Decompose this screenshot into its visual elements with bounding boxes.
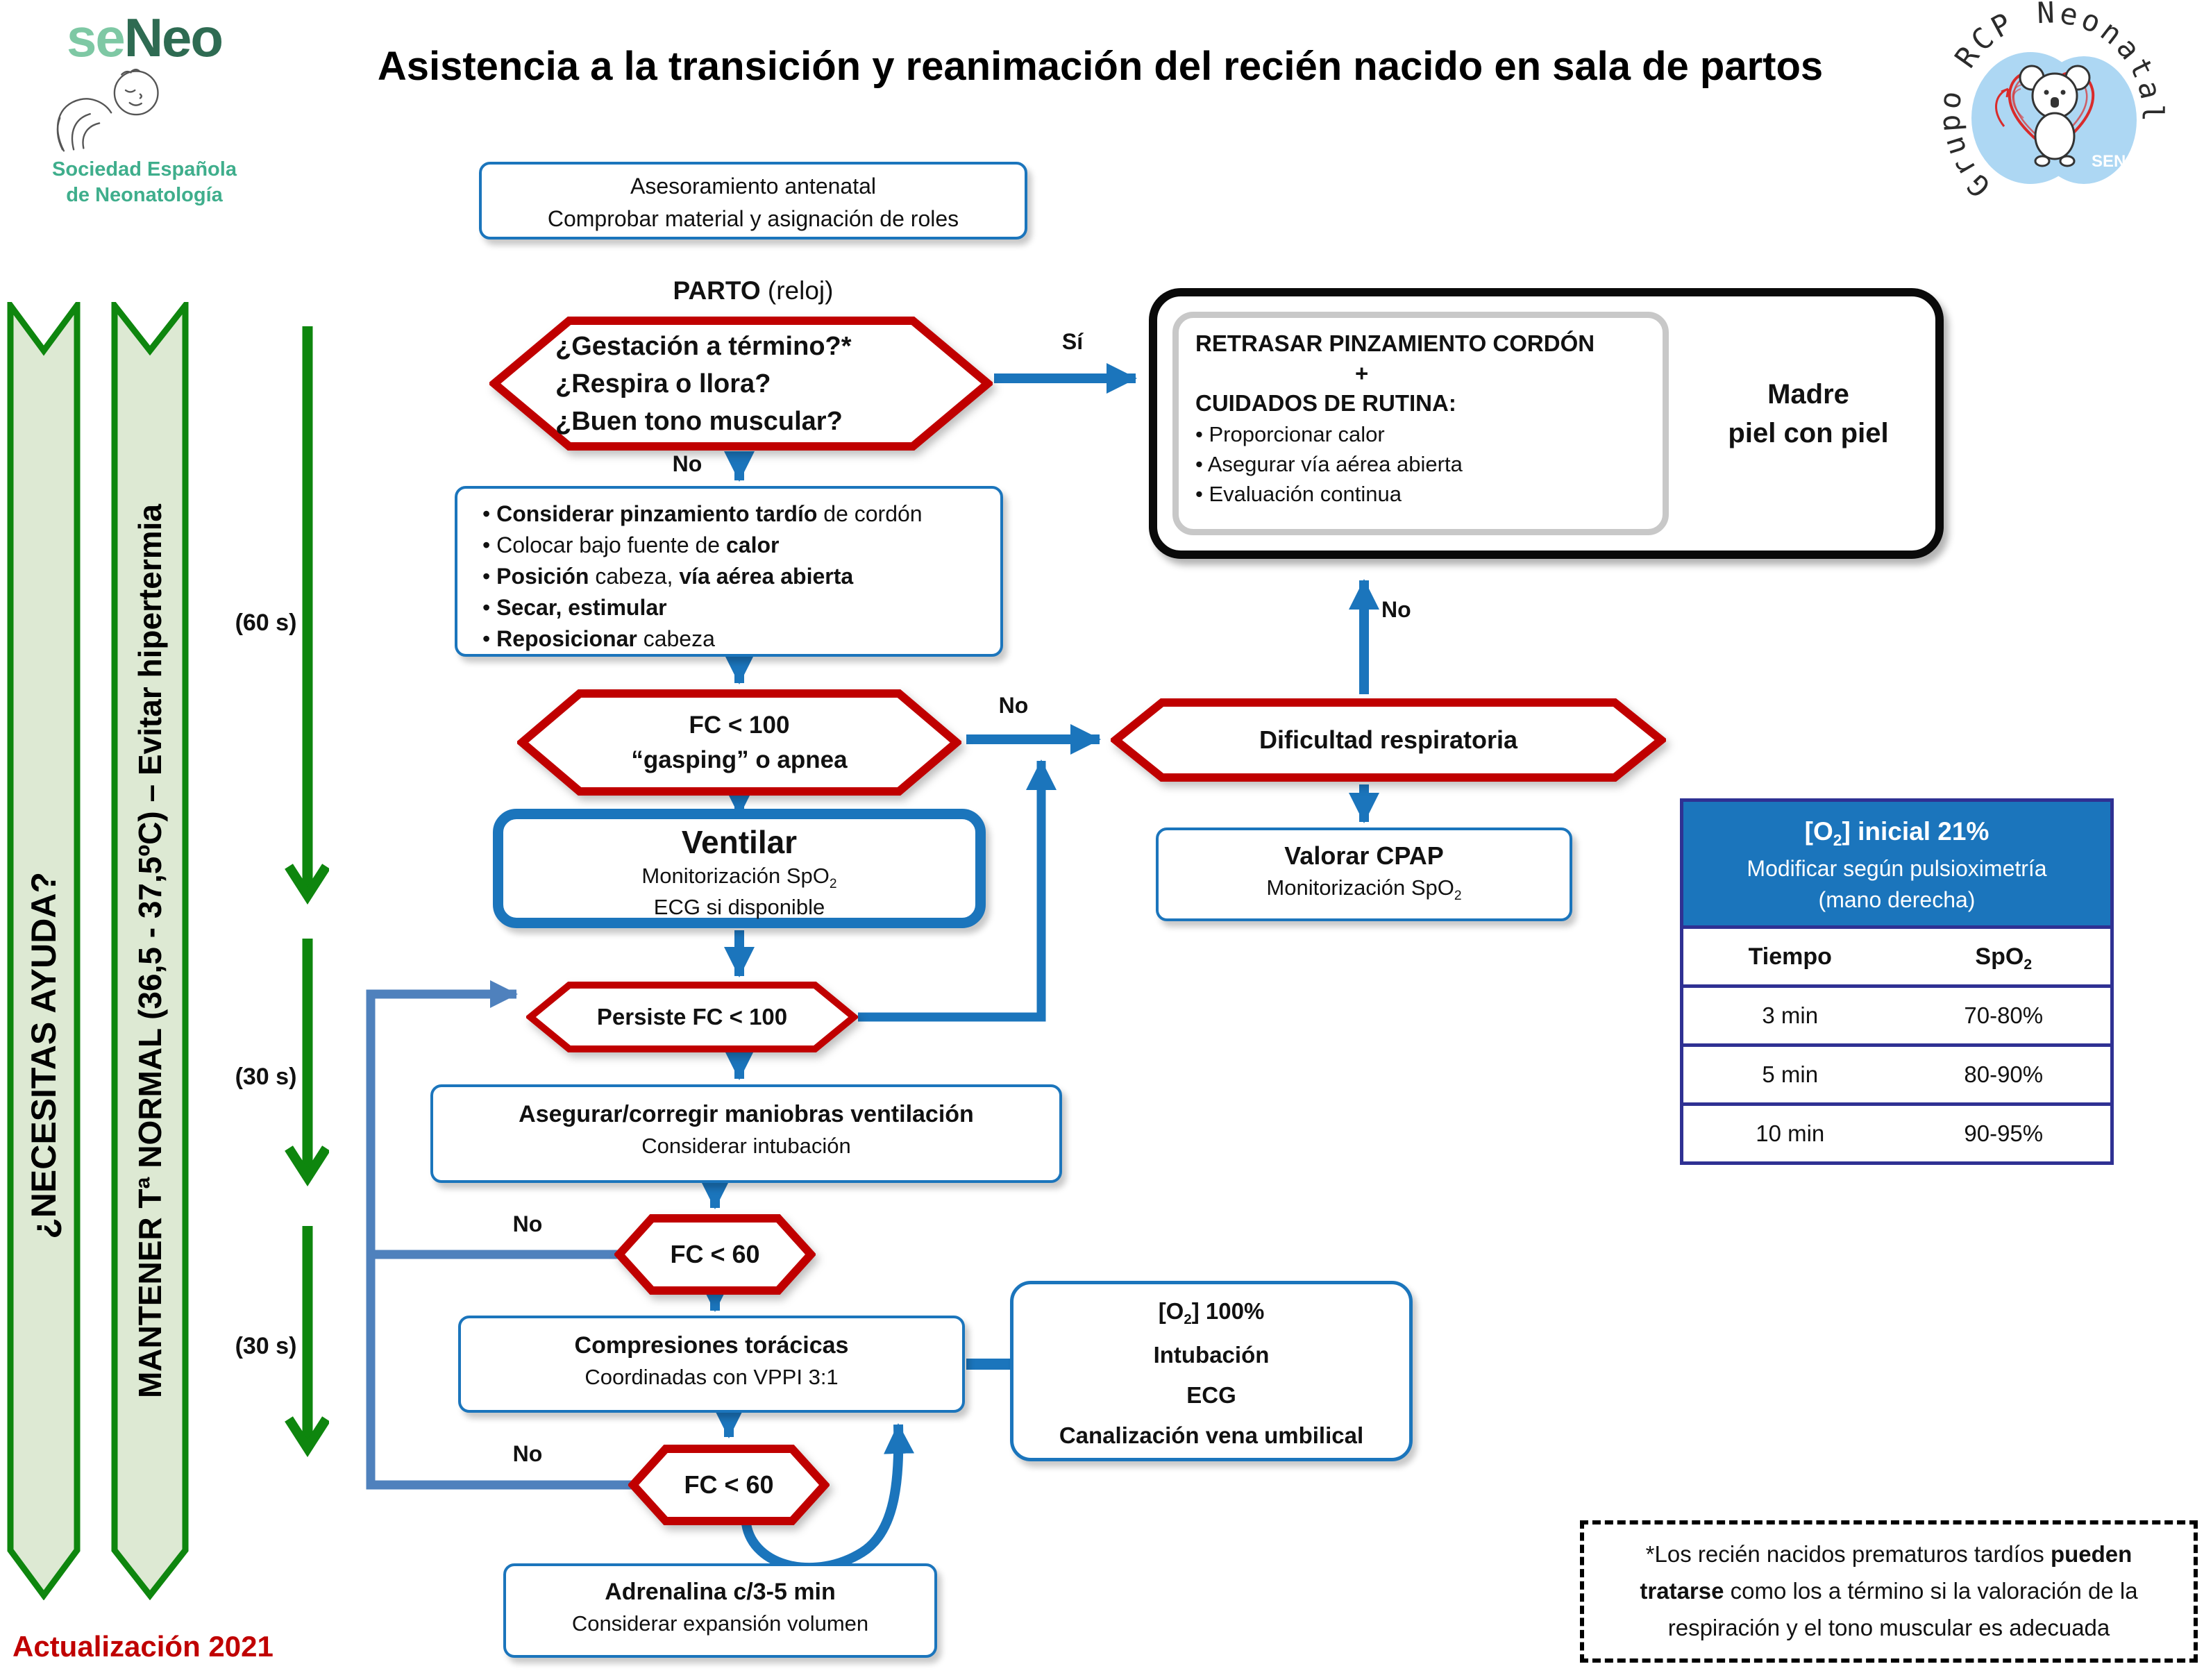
timer-30s-1: (30 s) bbox=[235, 1064, 297, 1090]
stabilization-box: • Considerar pinzamiento tardío de cordón • Colocar bajo fuente de calor • Posición cabeza, vía aérea abierta • Secar, estimular • Reposicionar cabeza bbox=[455, 486, 1003, 657]
ribbon-temperature bbox=[111, 302, 189, 1600]
madre-piel-label: Madre piel con piel bbox=[1728, 379, 1889, 448]
ventilate-box: Ventilar Monitorización SpO$_2$ ECG si disponible bbox=[493, 809, 986, 928]
brand-light: se bbox=[66, 7, 124, 68]
timer-60s: (60 s) bbox=[235, 610, 297, 636]
ribbon-temperature-label: MANTENER Tª NORMAL (36,5 - 37,5ºC) – Evitar hipertermia bbox=[132, 503, 168, 1399]
ribbon-help-label: ¿NECESITAS AYUDA? bbox=[24, 871, 63, 1239]
routine-care-inner: RETRASAR PINZAMIENTO CORDÓN + CUIDADOS DE RUTINA: • Proporcionar calor • Asegurar vía aérea abierta • Evaluación continua bbox=[1172, 312, 1669, 535]
chest-compressions-box: Compresiones torácicas Coordinadas con VPPI 3:1 bbox=[458, 1316, 965, 1413]
no-label-2: No bbox=[998, 693, 1029, 718]
parto-label: PARTO (reloj) bbox=[673, 276, 834, 305]
update-label: Actualización 2021 bbox=[12, 1630, 274, 1663]
org-name: Sociedad Española de Neonatología bbox=[52, 158, 237, 206]
decision-fc60-2: FC < 60 bbox=[628, 1444, 830, 1526]
ensure-ventilation-box: Asegurar/corregir maniobras ventilación Considerar intubación bbox=[430, 1084, 1062, 1183]
table-row: 10 min 90-95% bbox=[1756, 1120, 2044, 1146]
seneo-logo bbox=[40, 7, 249, 208]
no-label-1: No bbox=[672, 451, 703, 476]
decision-fc100: FC < 100 “gasping” o apnea bbox=[517, 689, 961, 796]
badge-circular-text: Grupo RCP Neonatal bbox=[1931, 0, 2170, 204]
ribbon-help bbox=[7, 302, 81, 1600]
no-label-3: No bbox=[512, 1211, 543, 1236]
decision-fc60-1: FC < 60 bbox=[614, 1213, 816, 1295]
antenatal-box: Asesoramiento antenatal Comprobar material y asignación de roles bbox=[479, 162, 1027, 240]
table-row: 3 min 70-80% bbox=[1683, 988, 2110, 1047]
no-label-difficulty: No bbox=[1381, 597, 1411, 622]
rcp-neonatal-badge bbox=[1919, 0, 2183, 229]
decision-respiratory-difficulty: Dificultad respiratoria bbox=[1111, 698, 1666, 782]
table-row: 5 min 80-90% bbox=[1683, 1047, 2110, 1106]
adrenaline-box: Adrenalina c/3-5 min Considerar expansión volumen bbox=[503, 1563, 937, 1658]
page-title: Asistencia a la transición y reanimación del recién nacido en sala de partos bbox=[377, 44, 1824, 89]
seneo-wordmark bbox=[40, 7, 249, 68]
brand-dark: Neo bbox=[124, 7, 223, 68]
decision-persist-fc100: Persiste FC < 100 bbox=[526, 981, 858, 1053]
o2-100-box: $[O_2]$ 100% Intubación ECG Canalización vena umbilical bbox=[1010, 1281, 1413, 1461]
spo2-table-header: $[O_2]$ inicial 21% Modificar según pulsioximetría (mano derecha) bbox=[1683, 802, 2110, 929]
timer-30s-2: (30 s) bbox=[235, 1333, 297, 1359]
footnote-box: *Los recién nacidos prematuros tardíos pueden tratarse como los a término si la valoración de la respiración y el tono muscular es adecuada bbox=[1580, 1520, 2198, 1663]
badge-inner-text: SENeo bbox=[2092, 152, 2146, 171]
yes-label: Sí bbox=[1061, 329, 1084, 354]
spo2-table bbox=[1680, 798, 2114, 1165]
table-row-header: Tiempo SpO$_2$ bbox=[1683, 929, 2110, 988]
cpap-box: Valorar CPAP Monitorización SpO$_2$ bbox=[1156, 828, 1572, 921]
no-label-4: No bbox=[512, 1441, 543, 1466]
decision-initial-assessment: ¿Gestación a término?* ¿Respira o llora? ¿Buen tono muscular? bbox=[489, 316, 993, 451]
baby-hand-icon bbox=[40, 65, 186, 154]
